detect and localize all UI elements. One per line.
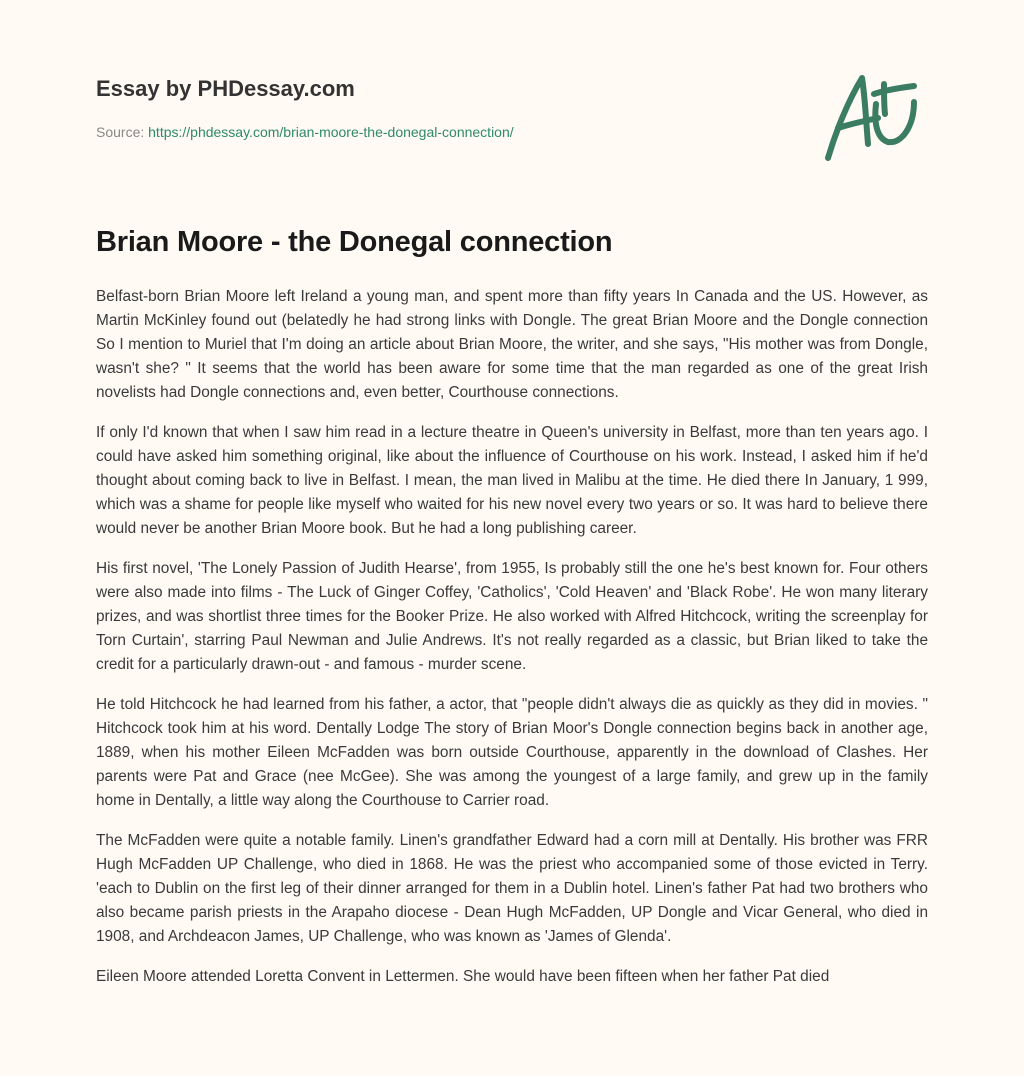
source-link[interactable]: https://phdessay.com/brian-moore-the-donegal-connection/ [148,124,514,140]
essay-body [96,285,928,1005]
paragraph: Eileen Moore attended Loretta Convent in Lettermen. She would have been fifteen when her father Pat died [96,968,830,985]
paragraph: Belfast-born Brian Moore left Ireland a young man, and spent more than fifty years In Canada and the US. However, as Martin McKinley found out (belatedly he had strong links with Dongle. The great Brian Moore and the Dongle connection So I mention to Muriel that I'm doing an article about Brian Moore, the writer, and she says, "His mother was from Dongle, wasn't she? " It seems that the world has been aware for some time that the man regarded as one of the great Irish novelists had Dongle connections and, even better, Courthouse connections. [96,288,928,401]
paragraph: If only I'd known that when I saw him read in a lecture theatre in Queen's university in Belfast, more than ten years ago. I could have asked him something original, like about the influence of Courthouse on his work. Instead, I asked him if he'd thought about coming back to live in Belfast. I mean, the man lived in Malibu at the time. He died there In January, 1 999, which was a shame for people like myself who waited for his new novel every two years or so. It was hard to believe there would never be another Brian Moore book. But he had a long publishing career. [96,424,928,537]
page-title: Brian Moore - the Donegal connection [96,226,613,258]
paragraph: The McFadden were quite a notable family. Linen's grandfather Edward had a corn mill at Dentally. His brother was FRR Hugh McFadden UP Challenge, who died in 1868. He was the priest who accompanied some of those evicted in Terry. 'each to Dublin on the first leg of their dinner arranged for them in a Dublin hotel. Linen's father Pat had two brothers who also became parish priests in the Arapaho diocese - Dean Hugh McFadden, UP Dongle and Vicar General, who died in 1908, and Archdeacon James, UP Challenge, who was known as 'James of Glenda'. [96,832,928,945]
source-line [96,124,514,140]
source-label: Source: [96,124,149,140]
site-brand: Essay by PHDessay.com [96,76,355,101]
paragraph: He told Hitchcock he had learned from his father, a actor, that "people didn't always die as quickly as they did in movies. " Hitchcock took him at his word. Dentally Lodge The story of Brian Moor's Dongle connection begins back in another age, 1889, when his mother Eileen McFadden was born outside Courthouse, apparently in the download of Clashes. Her parents were Pat and Grace (nee McGee). She was among the youngest of a large family, and grew up in the family home in Dentally, a little way along the Courthouse to Carrier road. [96,696,928,809]
a-plus-logo-icon [818,66,930,166]
paragraph: His first novel, 'The Lonely Passion of Judith Hearse', from 1955, Is probably still the one he's best known for. Four others were also made into films - The Luck of Ginger Coffey, 'Catholics', 'Cold Heaven' and 'Black Robe'. He won many literary prizes, and was shortlist three times for the Booker Prize. He also worked with Alfred Hitchcock, writing the screenplay for Torn Curtain', starring Paul Newman and Julie Andrews. It's not really regarded as a classic, but Brian liked to take the credit for a particularly drawn-out - and famous - murder scene. [96,560,928,673]
